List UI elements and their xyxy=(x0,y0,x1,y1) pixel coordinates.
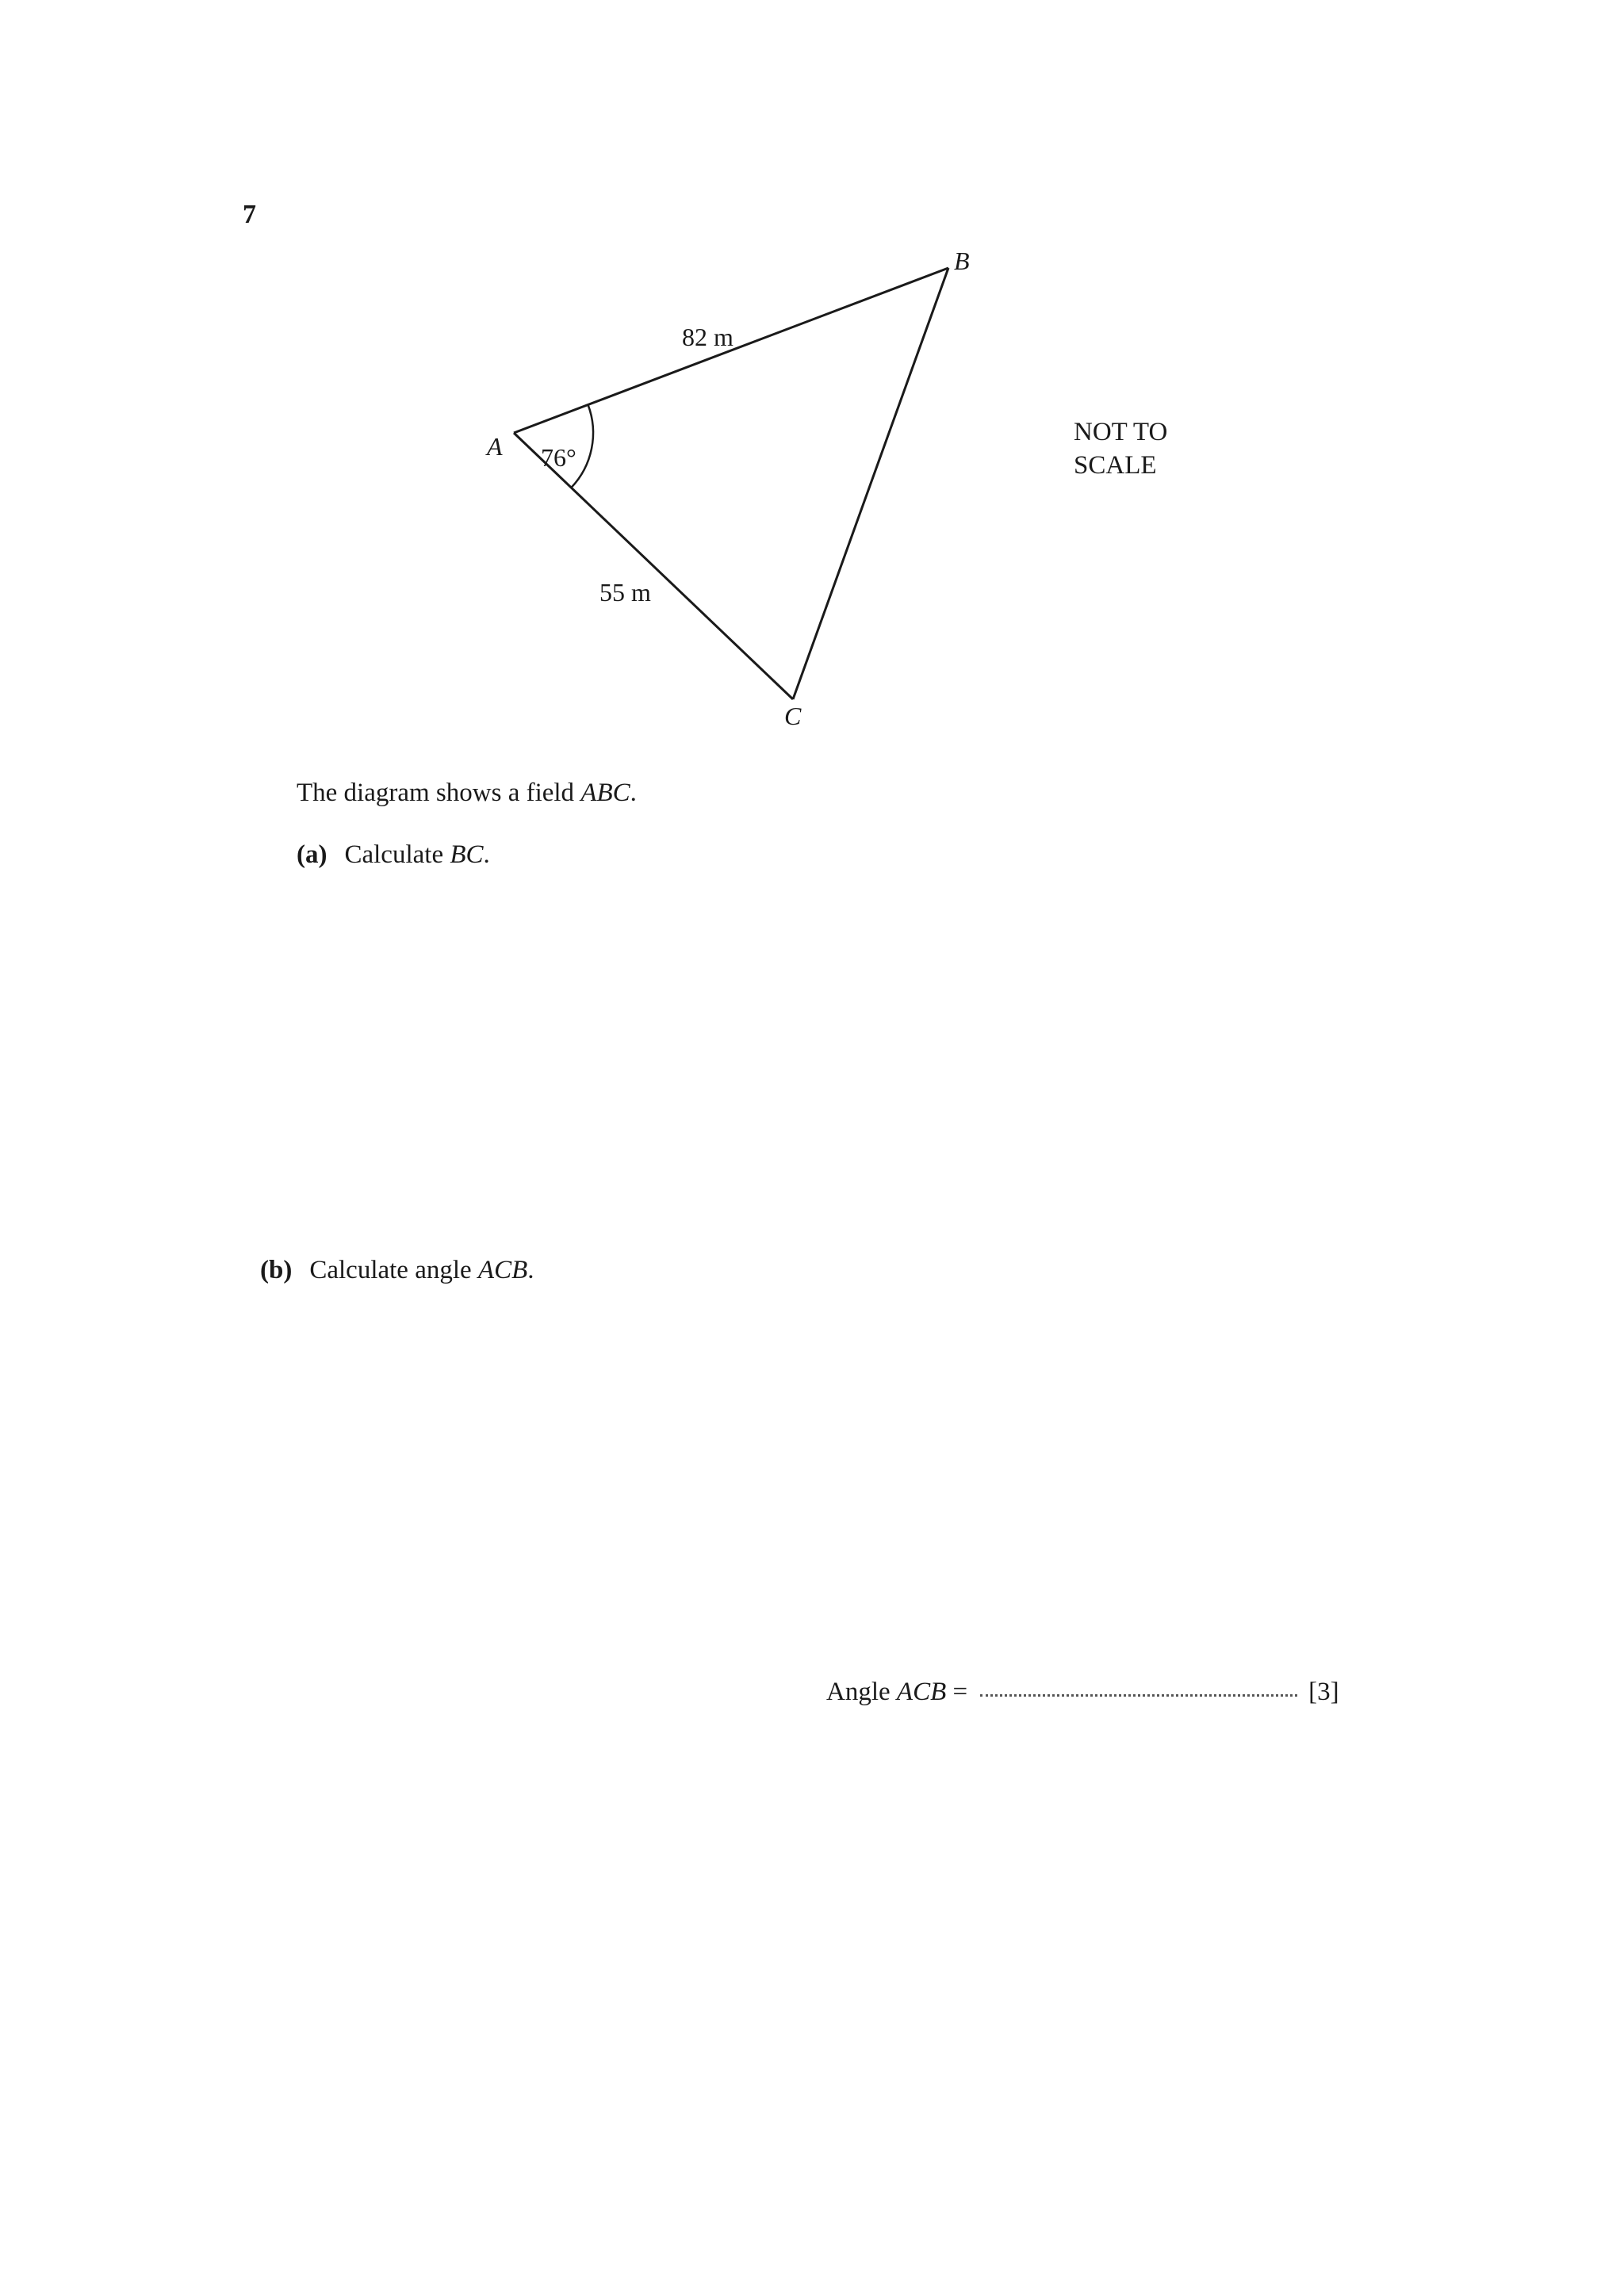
side-ab-length: 82 m xyxy=(682,323,733,351)
angle-a-value: 76° xyxy=(541,443,576,472)
side-bc xyxy=(793,268,948,699)
answer-equals: = xyxy=(946,1678,968,1706)
part-b-text: Calculate angle xyxy=(309,1256,478,1284)
part-b-label: (b) xyxy=(260,1256,293,1284)
side-ac-length: 55 m xyxy=(599,578,651,607)
not-to-scale-note: NOT TO SCALE xyxy=(1074,418,1168,480)
vertex-label-a: A xyxy=(487,432,503,461)
intro-field-name: ABC xyxy=(580,779,630,807)
question-number: 7 xyxy=(243,200,256,229)
part-a xyxy=(297,840,490,870)
vertex-label-c: C xyxy=(784,702,802,730)
triangle-diagram xyxy=(0,0,1624,793)
answer-blank[interactable] xyxy=(980,1694,1297,1697)
part-a-math: BC xyxy=(450,840,484,869)
intro-text: The diagram shows a field xyxy=(297,779,581,807)
part-b-end: . xyxy=(527,1256,534,1284)
question-intro xyxy=(297,779,637,808)
answer-line-b xyxy=(826,1678,1339,1707)
part-b-math: ACB xyxy=(477,1256,528,1284)
side-ac xyxy=(514,433,793,699)
answer-label: Angle xyxy=(826,1678,897,1706)
part-a-end: . xyxy=(483,840,490,869)
part-a-label: (a) xyxy=(297,840,327,869)
intro-end: . xyxy=(630,779,637,807)
answer-marks: [3] xyxy=(1308,1678,1339,1706)
part-b xyxy=(260,1256,534,1285)
answer-math: ACB xyxy=(896,1678,947,1706)
vertex-label-b: B xyxy=(954,247,970,275)
part-a-text: Calculate xyxy=(344,840,450,869)
